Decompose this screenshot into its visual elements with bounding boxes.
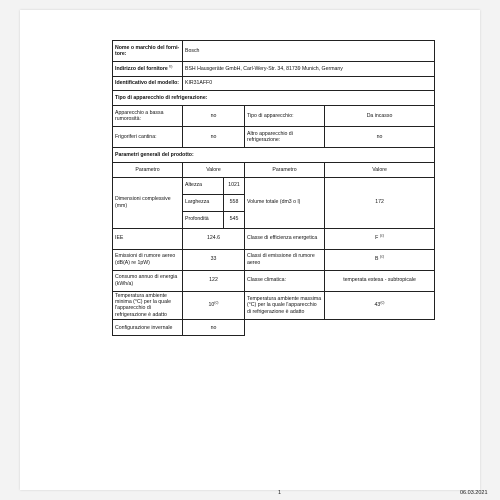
model-row xyxy=(113,76,435,91)
document-date: 06.03.2021 xyxy=(460,490,488,496)
wine-cooler-label: Frigoriferi cantina: xyxy=(113,127,183,148)
volume-label: Volume totale (dm3 o l) xyxy=(245,177,325,228)
product-info-table xyxy=(112,40,435,336)
low-noise-label: Apparecchio a bassa rumorosità: xyxy=(113,106,183,127)
width-cell xyxy=(183,194,245,211)
params-header-row xyxy=(113,163,435,178)
model-value: KIR31AFF0 xyxy=(183,76,435,91)
consumption-row xyxy=(113,270,435,291)
eei-value: 124.6 xyxy=(183,228,245,249)
appliance-type-heading-row xyxy=(113,91,435,106)
address-value: BSH Hausgeräte GmbH, Carl-Wery-Str. 34, 81739 Munich, Germany xyxy=(183,62,435,77)
supplier-row xyxy=(113,41,435,62)
energy-class-cell xyxy=(325,228,435,249)
winter-value: no xyxy=(183,320,245,336)
min-temp-ref: (c) xyxy=(214,300,219,305)
energy-class-label: Classe di efficienza energetica xyxy=(245,228,325,249)
appliance-type-value: Da incasso xyxy=(325,106,435,127)
address-ref: b) xyxy=(169,63,173,68)
dimensions-row-height xyxy=(113,177,435,194)
supplier-value: Bosch xyxy=(183,41,435,62)
energy-class-ref: (c) xyxy=(379,233,384,238)
volume-value: 172 xyxy=(325,177,435,228)
min-temp-cell xyxy=(183,291,245,320)
width-value: 558 xyxy=(229,199,239,206)
appliance-type-label: Tipo di apparecchio: xyxy=(245,106,325,127)
climate-value: temperata estesa - subtropicale xyxy=(325,270,435,291)
consumption-value: 122 xyxy=(183,270,245,291)
width-label: Larghezza xyxy=(183,195,224,211)
col-param-2: Parametro xyxy=(245,163,325,178)
winter-empty xyxy=(245,320,435,336)
supplier-label: Nome o marchio del fornitore: xyxy=(113,41,183,62)
noise-value: 33 xyxy=(183,249,245,270)
height-cell xyxy=(183,177,245,194)
winter-row xyxy=(113,320,435,336)
winter-label: Configurazione invernale xyxy=(113,320,183,336)
other-appliance-value: no xyxy=(325,127,435,148)
eei-label: IEE xyxy=(113,228,183,249)
depth-label: Profondità xyxy=(183,212,224,228)
document-page xyxy=(20,10,488,496)
max-temp-ref: (c) xyxy=(380,300,385,305)
noise-class-value: B xyxy=(374,256,379,263)
max-temp-value: 43 xyxy=(374,302,381,309)
other-appliance-label: Altro apparecchio di refrigerazione: xyxy=(245,127,325,148)
consumption-label: Consumo annuo di energia (kWh/a) xyxy=(113,270,183,291)
height-value: 1021 xyxy=(228,182,240,189)
dimensions-label: Dimensioni complessive (mm) xyxy=(113,177,183,228)
max-temp-label: Temperatura ambiente massima (°C) per la quale l'apparecchio di refrigerazione è adatto xyxy=(245,291,325,320)
min-temp-value: 10 xyxy=(208,302,215,309)
noise-row xyxy=(113,249,435,270)
wine-cooler-value: no xyxy=(183,127,245,148)
address-label: Indirizzo del fornitore xyxy=(115,65,168,72)
eei-row xyxy=(113,228,435,249)
low-noise-row xyxy=(113,106,435,127)
low-noise-value: no xyxy=(183,106,245,127)
noise-class-cell xyxy=(325,249,435,270)
model-label: Identificativo del modello: xyxy=(113,76,183,91)
noise-class-label: Classi di emissione di rumore aereo xyxy=(245,249,325,270)
depth-value: 545 xyxy=(229,216,239,223)
depth-cell xyxy=(183,211,245,228)
temperature-row xyxy=(113,291,435,320)
col-value-2: Valore xyxy=(325,163,435,178)
height-label: Altezza xyxy=(183,178,224,194)
noise-label: Emissioni di rumore aereo (dB(A) re 1pW) xyxy=(113,249,183,270)
energy-class-value: F xyxy=(375,235,379,242)
address-row xyxy=(113,62,435,77)
col-param-1: Parametro xyxy=(113,163,183,178)
wine-cooler-row xyxy=(113,127,435,148)
appliance-type-heading: Tipo di apparecchio di refrigerazione: xyxy=(113,91,435,106)
col-value-1: Valore xyxy=(183,163,245,178)
min-temp-label: Temperatura ambiente minima (°C) per la quale l'apparecchio di refrigerazione è adatto xyxy=(113,291,183,320)
page-number: 1 xyxy=(278,490,282,496)
address-label-cell xyxy=(113,62,183,77)
params-heading: Parametri generali del prodotto: xyxy=(113,148,435,163)
max-temp-cell xyxy=(325,291,435,320)
params-heading-row xyxy=(113,148,435,163)
climate-label: Classe climatica: xyxy=(245,270,325,291)
noise-class-ref: (c) xyxy=(379,254,385,259)
